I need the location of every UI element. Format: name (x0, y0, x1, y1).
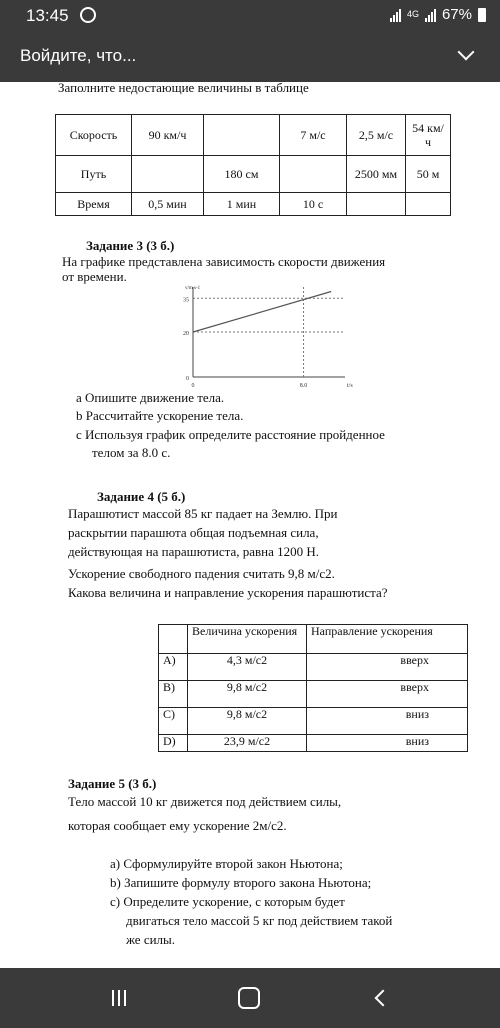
table-row (159, 735, 468, 752)
table-cell (280, 156, 347, 193)
table-cell (406, 193, 451, 216)
status-time: 13:45 (26, 6, 69, 25)
status-indicators (390, 6, 486, 23)
table-row (56, 115, 451, 156)
y-axis-label: v/m s-1 (185, 286, 201, 291)
table-cell: 9,8 м/с2 (188, 681, 307, 708)
chevron-down-icon[interactable] (458, 44, 475, 61)
task5-item: a) Сформулируйте второй закон Ньютона; (110, 856, 343, 871)
table-cell: Направление ускорения (307, 625, 468, 654)
table-row (159, 681, 468, 708)
table-row (159, 708, 468, 735)
app-bar (0, 32, 500, 82)
task3-item: a Опишите движение тела. (76, 390, 225, 405)
velocity-chart (165, 282, 355, 392)
task5-item: b) Запишите формулу второго закона Ньютона; (110, 875, 372, 890)
table-cell: вниз (307, 708, 468, 735)
table-cell: Величина ускорения (188, 625, 307, 654)
table-cell: Путь (56, 156, 132, 193)
task5-title: Задание 5 (3 б.) (68, 776, 157, 791)
parachutist-table (158, 624, 468, 752)
table-cell: 50 м (406, 156, 451, 193)
table-cell (347, 193, 406, 216)
recent-apps-icon[interactable] (112, 990, 132, 1006)
app-title: Войдите, что... (20, 46, 137, 65)
task3-title: Задание 3 (3 б.) (86, 238, 175, 253)
network-type: 4G (406, 9, 419, 19)
table-cell: 2,5 м/с (347, 115, 406, 156)
task4-title: Задание 4 (5 б.) (97, 489, 186, 504)
x-tick-label: 8.0 (299, 383, 308, 389)
nav-bar (0, 968, 500, 1028)
task5-item: c) Определите ускорение, с которым будет (110, 894, 345, 909)
table-cell: 7 м/с (280, 115, 347, 156)
table-cell: C) (159, 708, 188, 735)
table-cell: D) (159, 735, 188, 752)
table-cell: вверх (307, 654, 468, 681)
table-cell: 23,9 м/с2 (188, 735, 307, 752)
table-cell: 4,3 м/с2 (188, 654, 307, 681)
table-cell: 90 км/ч (132, 115, 204, 156)
y-tick-label: 20 (183, 331, 189, 337)
y-tick-label: 0 (186, 376, 189, 382)
table-cell: 9,8 м/с2 (188, 708, 307, 735)
task3-item: b Рассчитайте ускорение тела. (76, 408, 244, 423)
table-cell: 10 с (280, 193, 347, 216)
home-icon[interactable] (238, 987, 260, 1009)
table-cell: Скорость (56, 115, 132, 156)
table-cell: 2500 мм (347, 156, 406, 193)
battery-percent: 67% (441, 6, 472, 23)
task3-text: На графике представлена зависимость скорости движения (62, 254, 386, 269)
whatsapp-icon (80, 7, 96, 23)
task4-text: Ускорение свободного падения считать 9,8 м/с2. (68, 566, 335, 581)
task5-item: двигаться тело массой 5 кг под действием такой (126, 913, 393, 928)
table-cell: 0,5 мин (132, 193, 204, 216)
y-tick-label: 35 (183, 297, 189, 304)
x-tick-label: 0 (191, 383, 195, 389)
table-cell: вниз (307, 735, 468, 752)
table-row (56, 193, 451, 216)
battery-icon (478, 8, 486, 22)
table-row (159, 625, 468, 654)
table-cell: 1 мин (204, 193, 280, 216)
status-bar (0, 0, 500, 32)
back-icon[interactable] (375, 990, 392, 1007)
table-cell: A) (159, 654, 188, 681)
task5-item: же силы. (126, 932, 176, 947)
table-row (159, 654, 468, 681)
task4-text: действующая на парашютиста, равна 1200 Н. (68, 544, 320, 559)
table-cell: 54 км/ч (406, 115, 451, 156)
data-line (193, 292, 331, 333)
task4-text: Какова величина и направление ускорения парашютиста? (68, 585, 388, 600)
document-image (0, 82, 500, 968)
table-cell: Время (56, 193, 132, 216)
table-cell: B) (159, 681, 188, 708)
signal-icon (390, 8, 401, 22)
intro-text: Заполните недостающие величины в таблице (58, 82, 309, 95)
table-cell (159, 625, 188, 654)
values-table (55, 114, 451, 216)
task3-item: телом за 8.0 с. (92, 445, 171, 460)
table-cell (132, 156, 204, 193)
task3-item: c Используя график определите расстояние пройденное (76, 427, 385, 442)
task5-text: Тело массой 10 кг движется под действием силы, (68, 794, 342, 809)
table-cell: вверх (307, 681, 468, 708)
task4-text: Парашютист массой 85 кг падает на Землю. При (68, 506, 338, 521)
table-row (56, 156, 451, 193)
task3-text: от времени. (62, 269, 127, 284)
task5-text: которая сообщает ему ускорение 2м/с2. (68, 818, 287, 833)
signal-icon-2 (425, 8, 436, 22)
table-cell: 180 см (204, 156, 280, 193)
x-axis-label: t/s (347, 383, 353, 389)
table-cell (204, 115, 280, 156)
task4-text: раскрытии парашюта общая подъемная сила, (68, 525, 319, 540)
